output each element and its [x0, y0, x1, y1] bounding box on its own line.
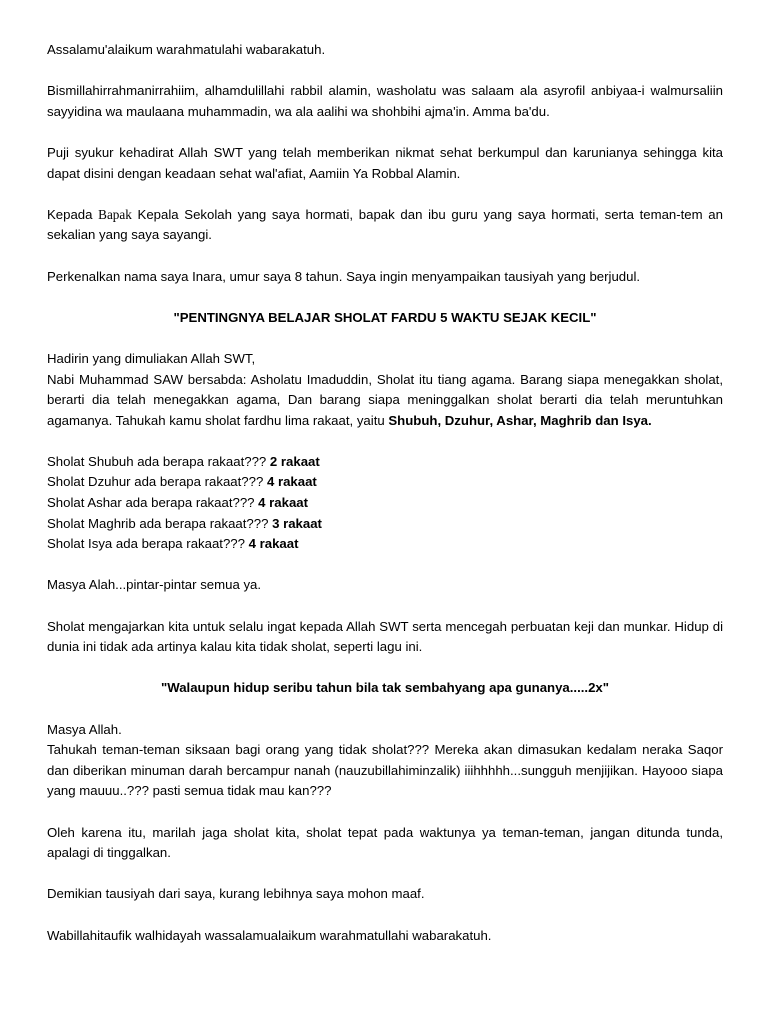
song-lyric: "Walaupun hidup seribu tahun bila tak sembahyang apa gunanya.....2x" — [160, 680, 609, 696]
rakaat-question: Sholat Isya ada berapa rakaat??? — [47, 536, 249, 552]
salam-closing: Wabillahitaufik walhidayah wassalamualaikum warahmatullahi wabarakatuh. — [47, 927, 492, 943]
bismillah-paragraph: Bismillahirrahmanirrahiim, alhamdulillahi rabbil alamin, washolatu was salaam ala asyrofil anbiyaa-i walmursaliin sayyidina wa maulaana muhammadin, wa ala aalihi wa shohbihi ajma'in. Amma ba'du. — [47, 83, 723, 119]
rakaat-item — [47, 514, 723, 535]
hadirin-line: Hadirin yang dimuliakan Allah SWT, — [47, 350, 256, 366]
siksaan-paragraph: Tahukah teman-teman siksaan bagi orang yang tidak sholat??? Mereka akan dimasukan kedalam neraka Saqor dan diberikan minuman darah bercampur nanah (nauzubillahiminzalik) iiihhhhh...sungguh menjijikan. Hayooo siapa yang mauuu..??? pasti semua tidak mau kan??? — [47, 742, 723, 799]
greeting-prefix: Kepada — [47, 206, 99, 222]
rakaat-item — [47, 452, 723, 473]
puji-syukur-paragraph: Puji syukur kehadirat Allah SWT yang telah memberikan nikmat sehat berkumpul dan karunianya sehingga kita dapat disini dengan keadaan sehat wal'afiat, Aamiin Ya Robbal Alamin. — [47, 144, 723, 181]
speech-document — [47, 40, 723, 967]
rakaat-question: Sholat Dzuhur ada berapa rakaat??? — [47, 474, 267, 490]
masya-allah-line: Masya Allah. — [47, 721, 122, 737]
hadith-prayer-names: Shubuh, Dzuhur, Ashar, Maghrib dan Isya. — [388, 412, 652, 428]
greeting-paragraph — [47, 205, 723, 246]
rakaat-item — [47, 493, 723, 514]
speech-title: "PENTINGNYA BELAJAR SHOLAT FARDU 5 WAKTU SEJAK KECIL" — [173, 309, 597, 325]
rakaat-item — [47, 534, 723, 555]
penutup-line: Demikian tausiyah dari saya, kurang lebihnya saya mohon maaf. — [47, 886, 425, 902]
rakaat-question: Sholat Ashar ada berapa rakaat??? — [47, 495, 259, 511]
rakaat-question: Sholat Shubuh ada berapa rakaat??? — [47, 453, 270, 469]
introduction-paragraph: Perkenalkan nama saya Inara, umur saya 8 tahun. Saya ingin menyampaikan tausiyah yang berjudul. — [47, 268, 641, 284]
rakaat-answer: 3 rakaat — [272, 515, 322, 531]
masya-alah-pintar-line: Masya Alah...pintar-pintar semua ya. — [47, 577, 262, 593]
rakaat-answer: 4 rakaat — [248, 536, 299, 552]
greeting-rest: Kepala Sekolah yang saya hormati, bapak dan ibu guru yang saya hormati, serta teman-tem an sekalian yang saya sayangi. — [47, 206, 723, 243]
rakaat-question: Sholat Maghrib ada berapa rakaat??? — [47, 515, 273, 531]
greeting-bapak: Bapak — [98, 206, 132, 222]
hadith-paragraph — [47, 370, 723, 432]
rakaat-answer: 4 rakaat — [266, 474, 317, 490]
rakaat-item — [47, 472, 723, 493]
rakaat-answer: 2 rakaat — [269, 453, 320, 469]
ajakan-paragraph: Oleh karena itu, marilah jaga sholat kita, sholat tepat pada waktunya ya teman-teman, jangan ditunda tunda, apalagi di tinggalkan. — [47, 824, 723, 861]
rakaat-list — [47, 452, 723, 555]
rakaat-answer: 4 rakaat — [258, 495, 309, 511]
salam-opening: Assalamu'alaikum warahmatulahi wabarakatuh. — [47, 42, 326, 57]
hadith-text: Nabi Muhammad SAW bersabda: Asholatu Imaduddin, Sholat itu tiang agama. Barang siapa menegakkan sholat, berarti dia telah menegakkan agama, Dan barang siapa meninggalkan sholat berarti dia telah meruntuhkan agamanya. Tahukah kamu sholat fardhu lima rakaat, yaitu — [47, 371, 723, 428]
sholat-mengajarkan-paragraph: Sholat mengajarkan kita untuk selalu ingat kepada Allah SWT serta mencegah perbuatan keji dan munkar. Hidup di dunia ini tidak ada artinya kalau kita tidak sholat, seperti lagu ini. — [47, 618, 723, 655]
